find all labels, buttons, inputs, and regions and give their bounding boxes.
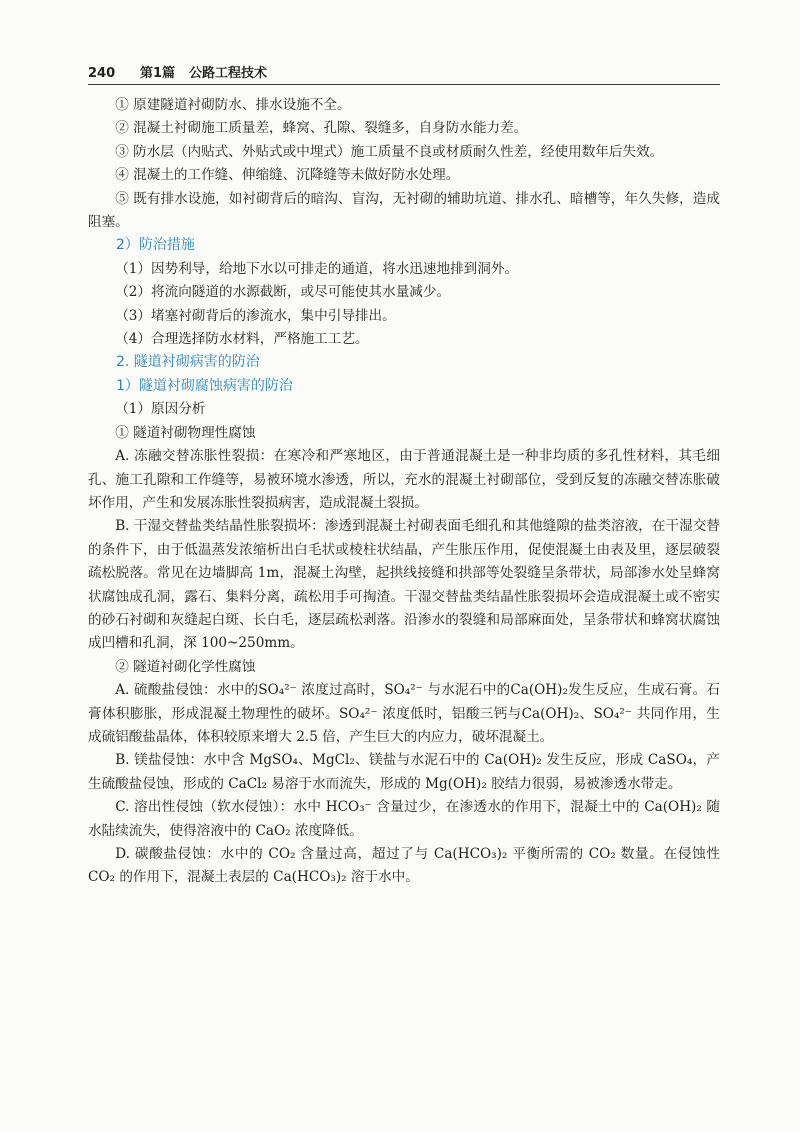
page-number: 240 (88, 66, 116, 81)
subsection-heading: 1）隧道衬砌腐蚀病害的防治 (116, 377, 293, 394)
paragraph: （1）因势利导，给地下水以可排走的通道，将水迅速地排到洞外。 (115, 260, 519, 277)
section-heading: 2. 隧道衬砌病害的防治 (116, 354, 260, 371)
running-header (88, 62, 720, 84)
part-title: 公路工程技术 (189, 66, 268, 81)
paragraph: ① 隧道衬砌物理性腐蚀 (115, 424, 256, 441)
paragraph: （4）合理选择防水材料，严格施工工艺。 (115, 331, 369, 348)
paragraph: （2）将流向隧道的水源截断，或尽可能使其水量减少。 (115, 284, 451, 301)
section-heading: 2）防治措施 (116, 237, 195, 254)
page-body (88, 94, 720, 890)
paragraph: B. 镁盐侵蚀：水中含 MgSO₄、MgCl₂、镁盐与水泥石中的 Ca(OH)₂ 发生反应，形成 CaSO₄，产生硫酸盐侵蚀，形成的 CaCl₂ 易溶于水而流失，形成的 Mg(OH)₂ 胶结力很弱，易被渗透水带走。 (88, 752, 720, 792)
paragraph: ② 混凝土衬砌施工质量差，蜂窝、孔隙、裂缝多，自身防水能力差。 (115, 120, 528, 137)
paragraph: ⑤ 既有排水设施，如衬砌背后的暗沟、盲沟，无衬砌的辅助坑道、排水孔、暗槽等，年久失修，造成阻塞。 (88, 190, 720, 231)
part-label: 第1篇 (140, 66, 176, 81)
header-rule (88, 84, 720, 85)
paragraph: ① 原建隧道衬砌防水、排水设施不全。 (115, 97, 351, 113)
paragraph: A. 硫酸盐侵蚀：水中的SO₄²⁻ 浓度过高时，SO₄²⁻ 与水泥石中的Ca(OH)₂发生反应，生成石膏。石膏体积膨胀，形成混凝土物理性的破坏。SO₄²⁻ 浓度低时，铝酸三钙与Ca(OH)₂、SO₄²⁻ 共同作用，生成硫铝酸盐晶体，体积较原来增大 2.5 倍，产生巨大的内应力，破坏混凝土。 (88, 682, 720, 745)
paragraph: （1）原因分析 (115, 401, 206, 418)
paragraph: C. 溶出性侵蚀（软水侵蚀）：水中 HCO₃⁻ 含量过少，在渗透水的作用下，混凝土中的 Ca(OH)₂ 随水陆续流失，使得溶液中的 CaO₂ 浓度降低。 (88, 799, 720, 839)
paragraph: ③ 防水层（内贴式、外贴式或中埋式）施工质量不良或材质耐久性差，经使用数年后失效。 (115, 143, 664, 160)
paragraph: A. 冻融交替冻胀性裂损：在寒冷和严寒地区，由于普通混凝土是一种非均质的多孔性材料，其毛细孔、施工孔隙和工作缝等，易被环境水渗透，所以，充水的混凝土衬砌部位，受到反复的冻融交替冻胀破坏作用，产生和发展冻胀性裂损病害，造成混凝土裂损。 (88, 448, 720, 511)
paragraph: （3）堵塞衬砌背后的渗流水，集中引导排出。 (115, 307, 396, 324)
paragraph: ② 隧道衬砌化学性腐蚀 (115, 658, 256, 675)
paragraph: D. 碳酸盐侵蚀：水中的 CO₂ 含量过高，超过了与 Ca(HCO₃)₂ 平衡所需的 CO₂ 数量。在侵蚀性 CO₂ 的作用下，混凝土表层的 Ca(HCO₃)₂ 溶于水中。 (88, 846, 720, 886)
paragraph: B. 干湿交替盐类结晶性胀裂损坏：渗透到混凝土衬砌表面毛细孔和其他缝隙的盐类溶液，在干湿交替的条件下，由于低温蒸发浓缩析出白毛状或棱柱状结晶，产生胀压作用，促使混凝土由表及里，逐层破裂疏松脱落。常见在边墙脚高 1m，混凝土沟壁，起拱线接缝和拱部等处裂缝呈条带状，局部渗水处呈蜂窝状腐蚀成孔洞，露石、集料分离，疏松用手可掏渣。干湿交替盐类结晶性胀裂损坏会造成混凝土或不密实的砂石衬砌和灰缝起白斑、长白毛，逐层疏松剥落。沿渗水的裂缝和局部麻面处，呈条带状和蜂窝状腐蚀成凹槽和孔洞，深 100~250mm。 (88, 518, 720, 652)
paragraph: ④ 混凝土的工作缝、伸缩缝、沉降缝等未做好防水处理。 (115, 167, 460, 184)
